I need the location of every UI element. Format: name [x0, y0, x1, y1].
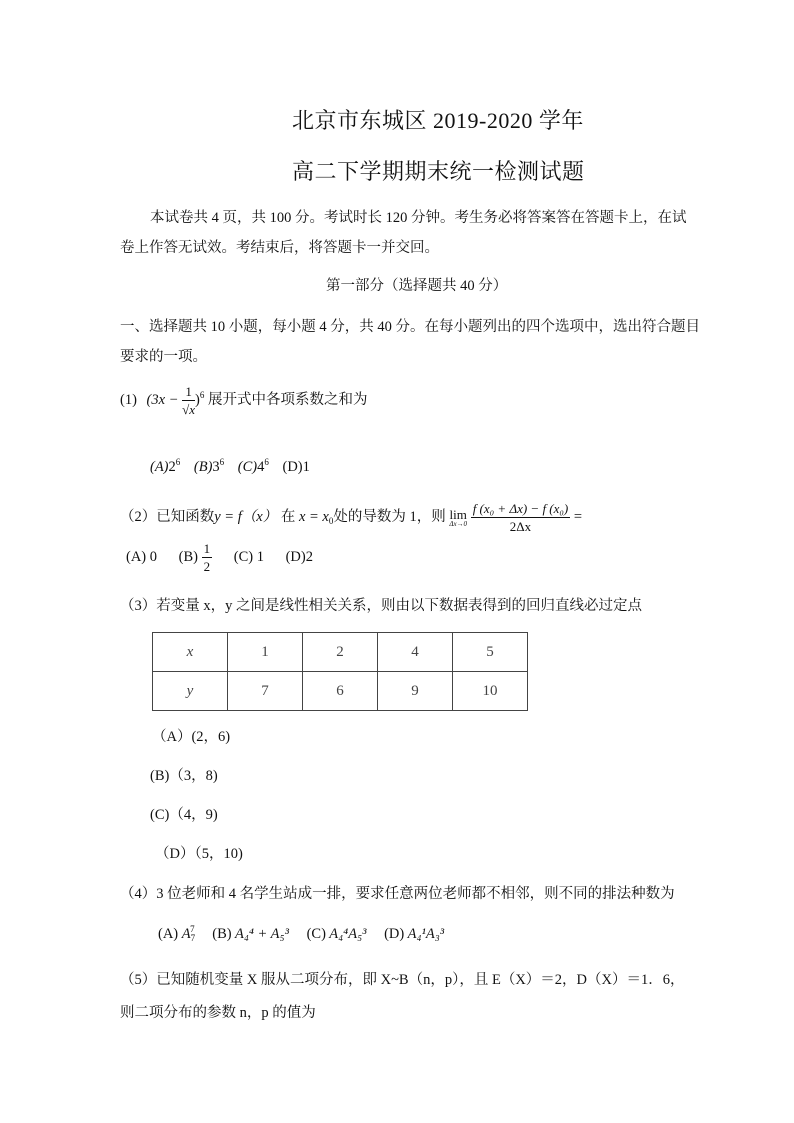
q4-option-a: (A) $A_7^7$: [158, 924, 196, 943]
part1-heading: 第一部分（选择题共 40 分）: [326, 278, 508, 294]
q2-option-c: (C) 1: [233, 548, 264, 565]
question-5-line-1: （5）已知随机变量 X 服从二项分布，即 X~B（n，p），且 E（X）＝2，D（X）＝1．6，: [120, 972, 685, 988]
q2-point-sub: 0: [328, 515, 334, 526]
table-cell: 2: [303, 633, 378, 672]
q3-option-b: (B)（3，8): [150, 768, 218, 784]
q1-frac-num: 1: [182, 385, 195, 401]
table-cell: 5: [453, 633, 528, 672]
q4-options: [158, 924, 444, 943]
table-cell: 4: [378, 633, 453, 672]
table-cell: 9: [378, 672, 453, 711]
table-row: [153, 633, 528, 672]
q2-text-3: 处的导数为 1，则: [333, 508, 446, 525]
q1-options: [150, 457, 310, 476]
page-title-line1: 北京市东城区 2019-2020 学年: [292, 108, 584, 133]
q2-option-a: (A) 0: [126, 548, 158, 565]
question-4: （4）3 位老师和 4 名学生站成一排，要求任意两位老师都不相邻，则不同的排法种数为: [120, 886, 675, 902]
q3-option-c: (C)（4，9): [150, 807, 218, 823]
q2-func: y = f（x）: [214, 508, 278, 525]
section1-instructions-2: 要求的一项。: [120, 349, 207, 365]
q3-data-table: [152, 632, 528, 711]
question-5-line-2: 则二项分布的参数 n，p 的值为: [120, 1005, 316, 1021]
q2-equals: =: [573, 508, 583, 525]
q2-text-2: 在: [280, 508, 296, 525]
q2-frac-den: 2Δx: [509, 519, 532, 534]
table-cell: 1: [228, 633, 303, 672]
q2-option-d: (D)2: [285, 548, 313, 565]
q1-option-b: $(B)3^6$: [193, 457, 225, 475]
q2-option-b: (B) $\frac{1}{2}$: [178, 541, 211, 574]
q2-options: [126, 542, 313, 573]
table-row: [153, 672, 528, 711]
q1-text: 展开式中各项系数之和为: [207, 391, 368, 408]
section1-instructions-1: 一、选择题共 10 小题，每小题 4 分，共 40 分。在每小题列出的四个选项中，选出符合题目: [120, 319, 700, 335]
q4-option-c: (C) A₄⁴A₅³: [306, 926, 367, 942]
table-cell: 7: [228, 672, 303, 711]
q2-text-1: （2）已知函数: [120, 508, 215, 525]
intro-line-1: 本试卷共 4 页，共 100 分。考试时长 120 分钟。考生务必将答案答在答题卡上，在试: [150, 210, 687, 226]
q4-option-d: (D) A₄¹A₃³: [384, 926, 445, 942]
q3-option-d: （D）（5，10): [155, 846, 243, 862]
q1-exponent: 6: [199, 389, 205, 400]
q1-expr-close: ): [195, 391, 200, 408]
q2-frac-num: f (x₀ + Δx) − f (x₀): [472, 501, 569, 516]
q1-expr-open: (3x −: [146, 391, 179, 408]
table-cell: x: [153, 633, 228, 672]
q1-number: (1): [120, 391, 137, 408]
q1-option-a: $(A)2^6$: [150, 457, 181, 475]
q2-point: x = x: [298, 508, 329, 525]
table-cell: y: [153, 672, 228, 711]
question-1: [120, 385, 367, 416]
q1-option-c: $(C)4^6$: [237, 457, 269, 475]
question-2: [120, 502, 582, 533]
intro-line-2: 卷上作答无试效。考结束后，将答题卡一并交回。: [120, 240, 439, 256]
page-title-line2: 高二下学期期末统一检测试题: [292, 159, 585, 184]
q1-frac-den: √x: [182, 402, 196, 417]
question-3: （3）若变量 x，y 之间是线性相关关系，则由以下数据表得到的回归直线必过定点: [120, 598, 642, 614]
q1-fraction: [182, 385, 195, 416]
table-cell: 10: [453, 672, 528, 711]
table-cell: 6: [303, 672, 378, 711]
q2-fraction: [471, 502, 571, 533]
q2-limit: lim Δx→0: [449, 506, 468, 528]
q4-option-b: (B) A₄⁴ + A₅³: [212, 926, 289, 942]
q1-option-d: (D)1: [282, 459, 310, 475]
q3-option-a: （A）(2，6): [152, 729, 231, 745]
